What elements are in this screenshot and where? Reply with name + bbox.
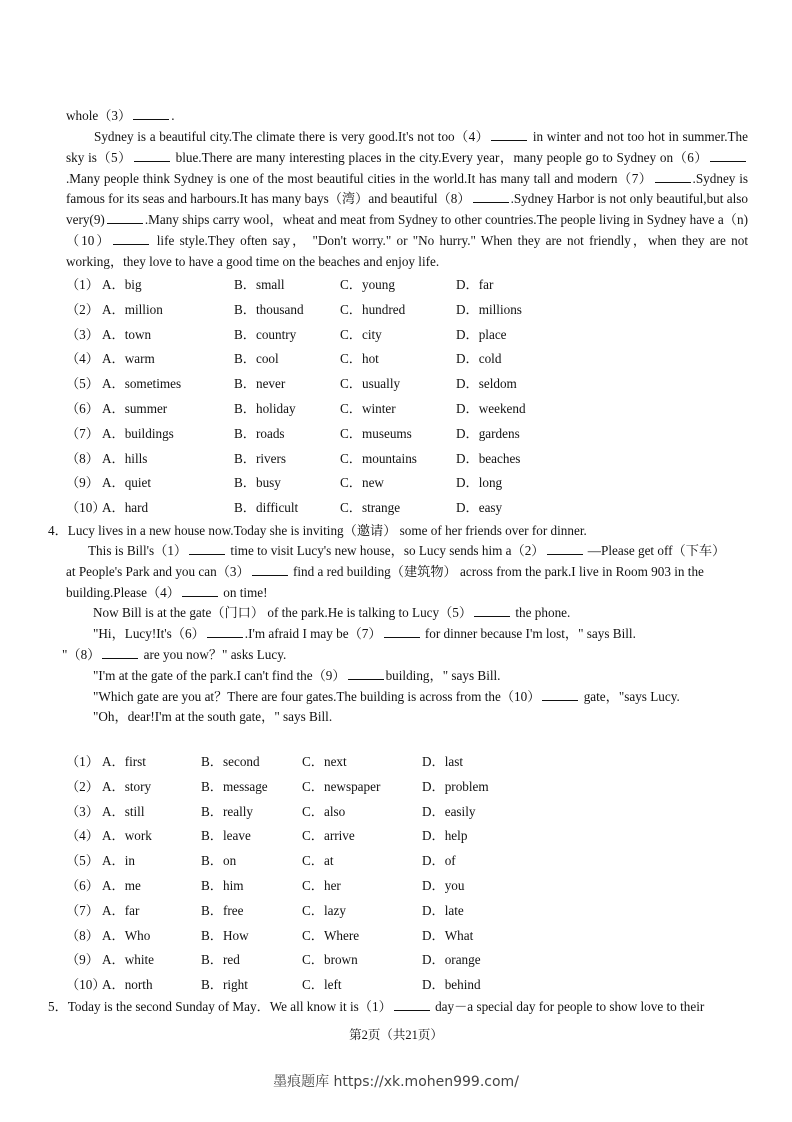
option-a[interactable]: A．million bbox=[102, 301, 163, 317]
question-number: （10） bbox=[66, 500, 106, 516]
option-b[interactable]: B．on bbox=[201, 853, 237, 869]
passage4-line7: "I'm at the gate of the park.I can't find the（9） building，" says Bill. bbox=[93, 668, 501, 683]
answer-blank bbox=[207, 625, 243, 638]
question-number: （2） bbox=[66, 301, 99, 317]
option-a[interactable]: A．me bbox=[102, 877, 141, 893]
option-b[interactable]: B．roads bbox=[234, 425, 285, 441]
passage4-line8: "Which gate are you at？There are four gates.The building is across from the（10） gate，"says Lucy. bbox=[93, 689, 680, 704]
answer-blank bbox=[384, 625, 420, 638]
option-a[interactable]: A．work bbox=[102, 828, 152, 844]
option-b[interactable]: B．cool bbox=[234, 351, 279, 367]
question-number: （1） bbox=[66, 277, 99, 292]
answer-blank bbox=[189, 542, 225, 555]
option-c[interactable]: C．hot bbox=[340, 351, 379, 367]
option-b[interactable]: B．small bbox=[234, 277, 285, 292]
answer-blank bbox=[394, 998, 430, 1011]
option-d[interactable]: D．last bbox=[422, 754, 464, 769]
option-c[interactable]: C．next bbox=[302, 754, 347, 769]
option-d[interactable]: D．weekend bbox=[456, 400, 526, 416]
option-a[interactable]: A．warm bbox=[102, 351, 155, 367]
option-d[interactable]: D．gardens bbox=[456, 425, 520, 441]
option-a[interactable]: A．sometimes bbox=[102, 376, 182, 392]
option-d[interactable]: D．long bbox=[456, 475, 503, 491]
answer-blank bbox=[547, 542, 583, 555]
option-b[interactable]: B．country bbox=[234, 326, 297, 342]
passage4-title: 4．Lucy lives in a new house now.Today she is inviting（邀请） some of her friends over for dinner. bbox=[48, 523, 587, 538]
option-c[interactable]: C．arrive bbox=[302, 828, 355, 844]
passage4-line2: at People's Park and you can（3） find a red building（建筑物） across from the park.I live in Room 903 in the bbox=[66, 564, 704, 579]
option-c[interactable]: C．winter bbox=[340, 400, 396, 416]
option-d[interactable]: D．behind bbox=[422, 977, 481, 993]
answer-blank bbox=[182, 584, 218, 597]
option-b[interactable]: B．second bbox=[201, 754, 260, 769]
option-a[interactable]: A．north bbox=[102, 977, 153, 993]
passage4-line4: Now Bill is at the gate（门口） of the park.He is talking to Lucy（5） the phone. bbox=[93, 605, 571, 620]
option-a[interactable]: A．white bbox=[102, 952, 155, 968]
option-b[interactable]: B．difficult bbox=[234, 500, 299, 516]
question-number: （9） bbox=[66, 952, 99, 968]
option-d[interactable]: D．orange bbox=[422, 952, 481, 968]
question-number: （7） bbox=[66, 425, 99, 441]
answer-blank bbox=[252, 563, 288, 576]
option-a[interactable]: A．summer bbox=[102, 400, 168, 416]
option-c[interactable]: C．Where bbox=[302, 927, 360, 943]
passage4-line5: "Hi，Lucy!It's（6） .I'm afraid I may be（7） for dinner because I'm lost，" says Bill. bbox=[93, 626, 636, 641]
question-number: （6） bbox=[66, 400, 99, 416]
option-b[interactable]: B．holiday bbox=[234, 400, 296, 416]
option-c[interactable]: C．newspaper bbox=[302, 778, 381, 794]
option-b[interactable]: B．really bbox=[201, 803, 254, 819]
option-a[interactable]: A．big bbox=[102, 277, 142, 292]
question-number: （5） bbox=[66, 853, 99, 869]
option-b[interactable]: B．busy bbox=[234, 475, 281, 491]
option-b[interactable]: B．never bbox=[234, 376, 286, 392]
option-d[interactable]: D．easily bbox=[422, 803, 476, 819]
option-b[interactable]: B．red bbox=[201, 952, 240, 968]
option-b[interactable]: B．right bbox=[201, 977, 248, 993]
option-c[interactable]: C．strange bbox=[340, 500, 401, 516]
option-c[interactable]: C．also bbox=[302, 803, 346, 819]
question-number: （3） bbox=[66, 803, 99, 819]
option-b[interactable]: B．rivers bbox=[234, 450, 287, 466]
option-d[interactable]: D．of bbox=[422, 853, 456, 869]
option-c[interactable]: C．city bbox=[340, 326, 382, 342]
option-a[interactable]: A．first bbox=[102, 754, 146, 769]
question-number: （1） bbox=[66, 754, 99, 769]
question-number: （5） bbox=[66, 376, 99, 392]
option-a[interactable]: A．buildings bbox=[102, 425, 174, 441]
question-number: （4） bbox=[66, 351, 99, 367]
option-b[interactable]: B．him bbox=[201, 877, 244, 893]
answer-blank bbox=[474, 604, 510, 617]
option-b[interactable]: B．How bbox=[201, 927, 249, 943]
option-d[interactable]: D．problem bbox=[422, 778, 489, 794]
answer-blank bbox=[102, 646, 138, 659]
question-number: （3） bbox=[66, 326, 99, 342]
option-c[interactable]: C．at bbox=[302, 853, 334, 869]
option-c[interactable]: C．her bbox=[302, 877, 341, 893]
answer-blank bbox=[655, 170, 691, 183]
option-a[interactable]: A．quiet bbox=[102, 475, 152, 491]
option-b[interactable]: B．free bbox=[201, 902, 244, 918]
option-d[interactable]: D．seldom bbox=[456, 376, 517, 392]
passage3-body: Sydney is a beautiful city.The climate there is very good.It's not too（4） in winter and not too hot in summer.The sky is（5） blue.There are many interesting places in the city.Every year，many people go to Sydney on（6）.Many people think Sydney is one of the most beautiful cities in the world.It has many tall and modern（7） .Sydney is famous for its seas and harbours.It has many bays（湾）and beautiful（8） .Sydney Harbor is not only beautiful,but also very(9) .Many ships carry wool，wheat and meat from Sydney to other countries.The people living in Sydney have a（n)（10） life style.They often say， "Don't worry." or "No hurry." When they are not friendly，when they are not working，they love to have a good time on the beaches and enjoy life. bbox=[66, 129, 749, 269]
option-c[interactable]: C．brown bbox=[302, 952, 358, 968]
option-d[interactable]: D．millions bbox=[456, 301, 522, 317]
option-d[interactable]: D．help bbox=[422, 828, 468, 844]
answer-blank bbox=[107, 211, 143, 224]
option-b[interactable]: B．thousand bbox=[234, 301, 304, 317]
option-a[interactable]: A．hard bbox=[102, 500, 149, 516]
option-d[interactable]: D．What bbox=[422, 927, 474, 943]
option-a[interactable]: A．story bbox=[102, 778, 152, 794]
passage4-line6: "（8） are you now？" asks Lucy. bbox=[62, 647, 287, 662]
answer-blank bbox=[491, 128, 527, 141]
option-b[interactable]: B．leave bbox=[201, 828, 251, 844]
option-d[interactable]: D．cold bbox=[456, 351, 502, 367]
option-d[interactable]: D．far bbox=[456, 277, 494, 292]
passage4-line3: building.Please（4） on time! bbox=[66, 585, 268, 600]
option-c[interactable]: C．museums bbox=[340, 425, 412, 441]
option-a[interactable]: A．town bbox=[102, 326, 152, 342]
page-footer: 第2页（共21页） bbox=[349, 1028, 443, 1042]
option-a[interactable]: A．hills bbox=[102, 450, 148, 466]
option-a[interactable]: A．far bbox=[102, 902, 140, 918]
passage5-line1: 5．Today is the second Sunday of May．We all know it is（1） day－a special day for people to show love to their bbox=[48, 999, 705, 1014]
answer-blank bbox=[473, 190, 509, 203]
question-number: （6） bbox=[66, 877, 99, 893]
option-d[interactable]: D．late bbox=[422, 902, 464, 918]
option-c[interactable]: C．lazy bbox=[302, 902, 346, 918]
answer-blank bbox=[348, 667, 384, 680]
option-c[interactable]: C．mountains bbox=[340, 450, 417, 466]
option-a[interactable]: A．Who bbox=[102, 927, 151, 943]
question-number: （8） bbox=[66, 450, 99, 466]
option-d[interactable]: D．place bbox=[456, 326, 507, 342]
answer-blank bbox=[133, 107, 169, 120]
question-number: （4） bbox=[66, 828, 99, 844]
answer-blank bbox=[134, 149, 170, 162]
option-a[interactable]: A．still bbox=[102, 803, 145, 819]
question-number: （9） bbox=[66, 475, 99, 491]
option-b[interactable]: B．message bbox=[201, 778, 268, 794]
answer-blank bbox=[710, 149, 746, 162]
question-number: （8） bbox=[66, 927, 99, 943]
option-d[interactable]: D．easy bbox=[456, 500, 503, 516]
answer-blank bbox=[113, 232, 149, 245]
watermark: 墨痕题库 https://xk.mohen999.com/ bbox=[273, 1074, 519, 1090]
option-d[interactable]: D．you bbox=[422, 877, 465, 893]
option-c[interactable]: C．young bbox=[340, 277, 395, 292]
passage4-line9: "Oh，dear!I'm at the south gate，" says Bill. bbox=[93, 709, 333, 724]
answer-blank bbox=[542, 688, 578, 701]
option-a[interactable]: A．in bbox=[102, 853, 135, 869]
option-c[interactable]: C．usually bbox=[340, 376, 401, 392]
option-c[interactable]: C．left bbox=[302, 977, 342, 993]
question-number: （2） bbox=[66, 778, 99, 794]
question-number: （10） bbox=[66, 977, 106, 993]
option-d[interactable]: D．beaches bbox=[456, 450, 521, 466]
option-c[interactable]: C．new bbox=[340, 475, 384, 491]
passage3-line0: whole（3） . bbox=[66, 108, 175, 123]
passage4-line1: This is Bill's（1） time to visit Lucy's new house，so Lucy sends him a（2） —Please get off（下车） bbox=[88, 543, 726, 558]
question-number: （7） bbox=[66, 902, 99, 918]
option-c[interactable]: C．hundred bbox=[340, 301, 406, 317]
